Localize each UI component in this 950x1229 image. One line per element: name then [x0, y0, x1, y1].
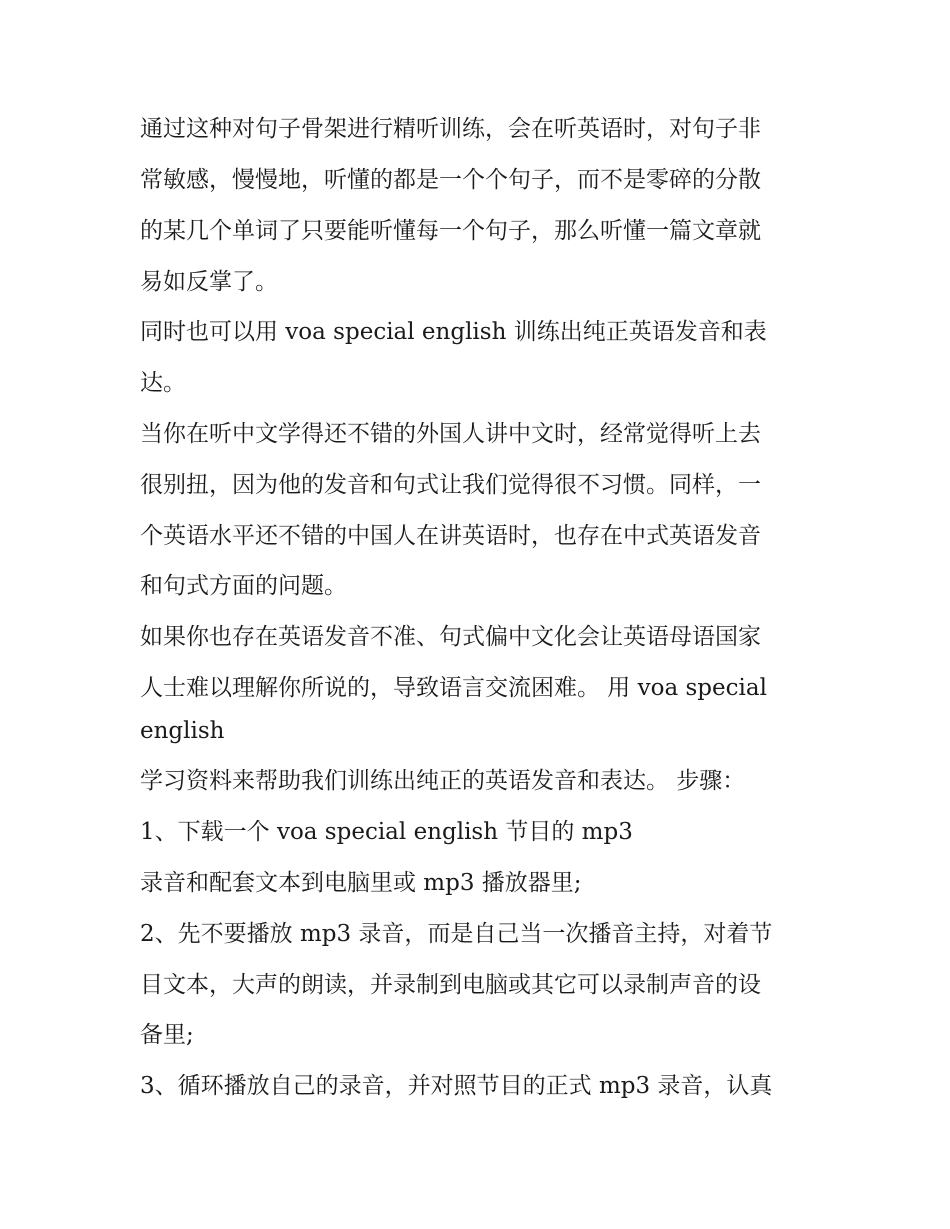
text-line: 同时也可以用 voa special english 训练出纯正英语发音和表 — [140, 319, 767, 345]
text-line: 通过这种对句子骨架进行精听训练，会在听英语时，对句子非 — [140, 116, 761, 142]
text-line: 当你在听中文学得还不错的外国人讲中文时，经常觉得听上去 — [140, 421, 761, 447]
text-line: 学习资料来帮助我们训练出纯正的英语发音和表达。 步骤： — [140, 768, 746, 794]
text-line: 如果你也存在英语发音不准、句式偏中文化会让英语母语国家 — [140, 624, 761, 650]
text-line: 目文本，大声的朗读，并录制到电脑或其它可以录制声音的设 — [140, 972, 761, 998]
text-line: 备里; — [140, 1022, 194, 1048]
text-line: 2、先不要播放 mp3 录音，而是自己当一次播音主持，对着节 — [140, 921, 773, 947]
text-line: 个英语水平还不错的中国人在讲英语时，也存在中式英语发音 — [140, 523, 761, 549]
text-line: 的某几个单词了只要能听懂每一个句子，那么听懂一篇文章就 — [140, 218, 761, 244]
text-line: 达。 — [140, 370, 186, 396]
text-line: 很别扭，因为他的发音和句式让我们觉得很不习惯。同样，一 — [140, 472, 761, 498]
text-line: 3、循环播放自己的录音，并对照节目的正式 mp3 录音，认真 — [140, 1073, 773, 1099]
text-line: 和句式方面的问题。 — [140, 573, 347, 599]
text-line: 易如反掌了。 — [140, 269, 278, 295]
text-line: english — [140, 718, 225, 744]
text-line: 常敏感，慢慢地，听懂的都是一个个句子，而不是零碎的分散 — [140, 167, 761, 193]
text-line: 录音和配套文本到电脑里或 mp3 播放器里; — [140, 870, 582, 896]
text-line: 1、下载一个 voa special english 节目的 mp3 — [140, 819, 633, 845]
text-line: 人士难以理解你所说的，导致语言交流困难。 用 voa special — [140, 675, 767, 701]
